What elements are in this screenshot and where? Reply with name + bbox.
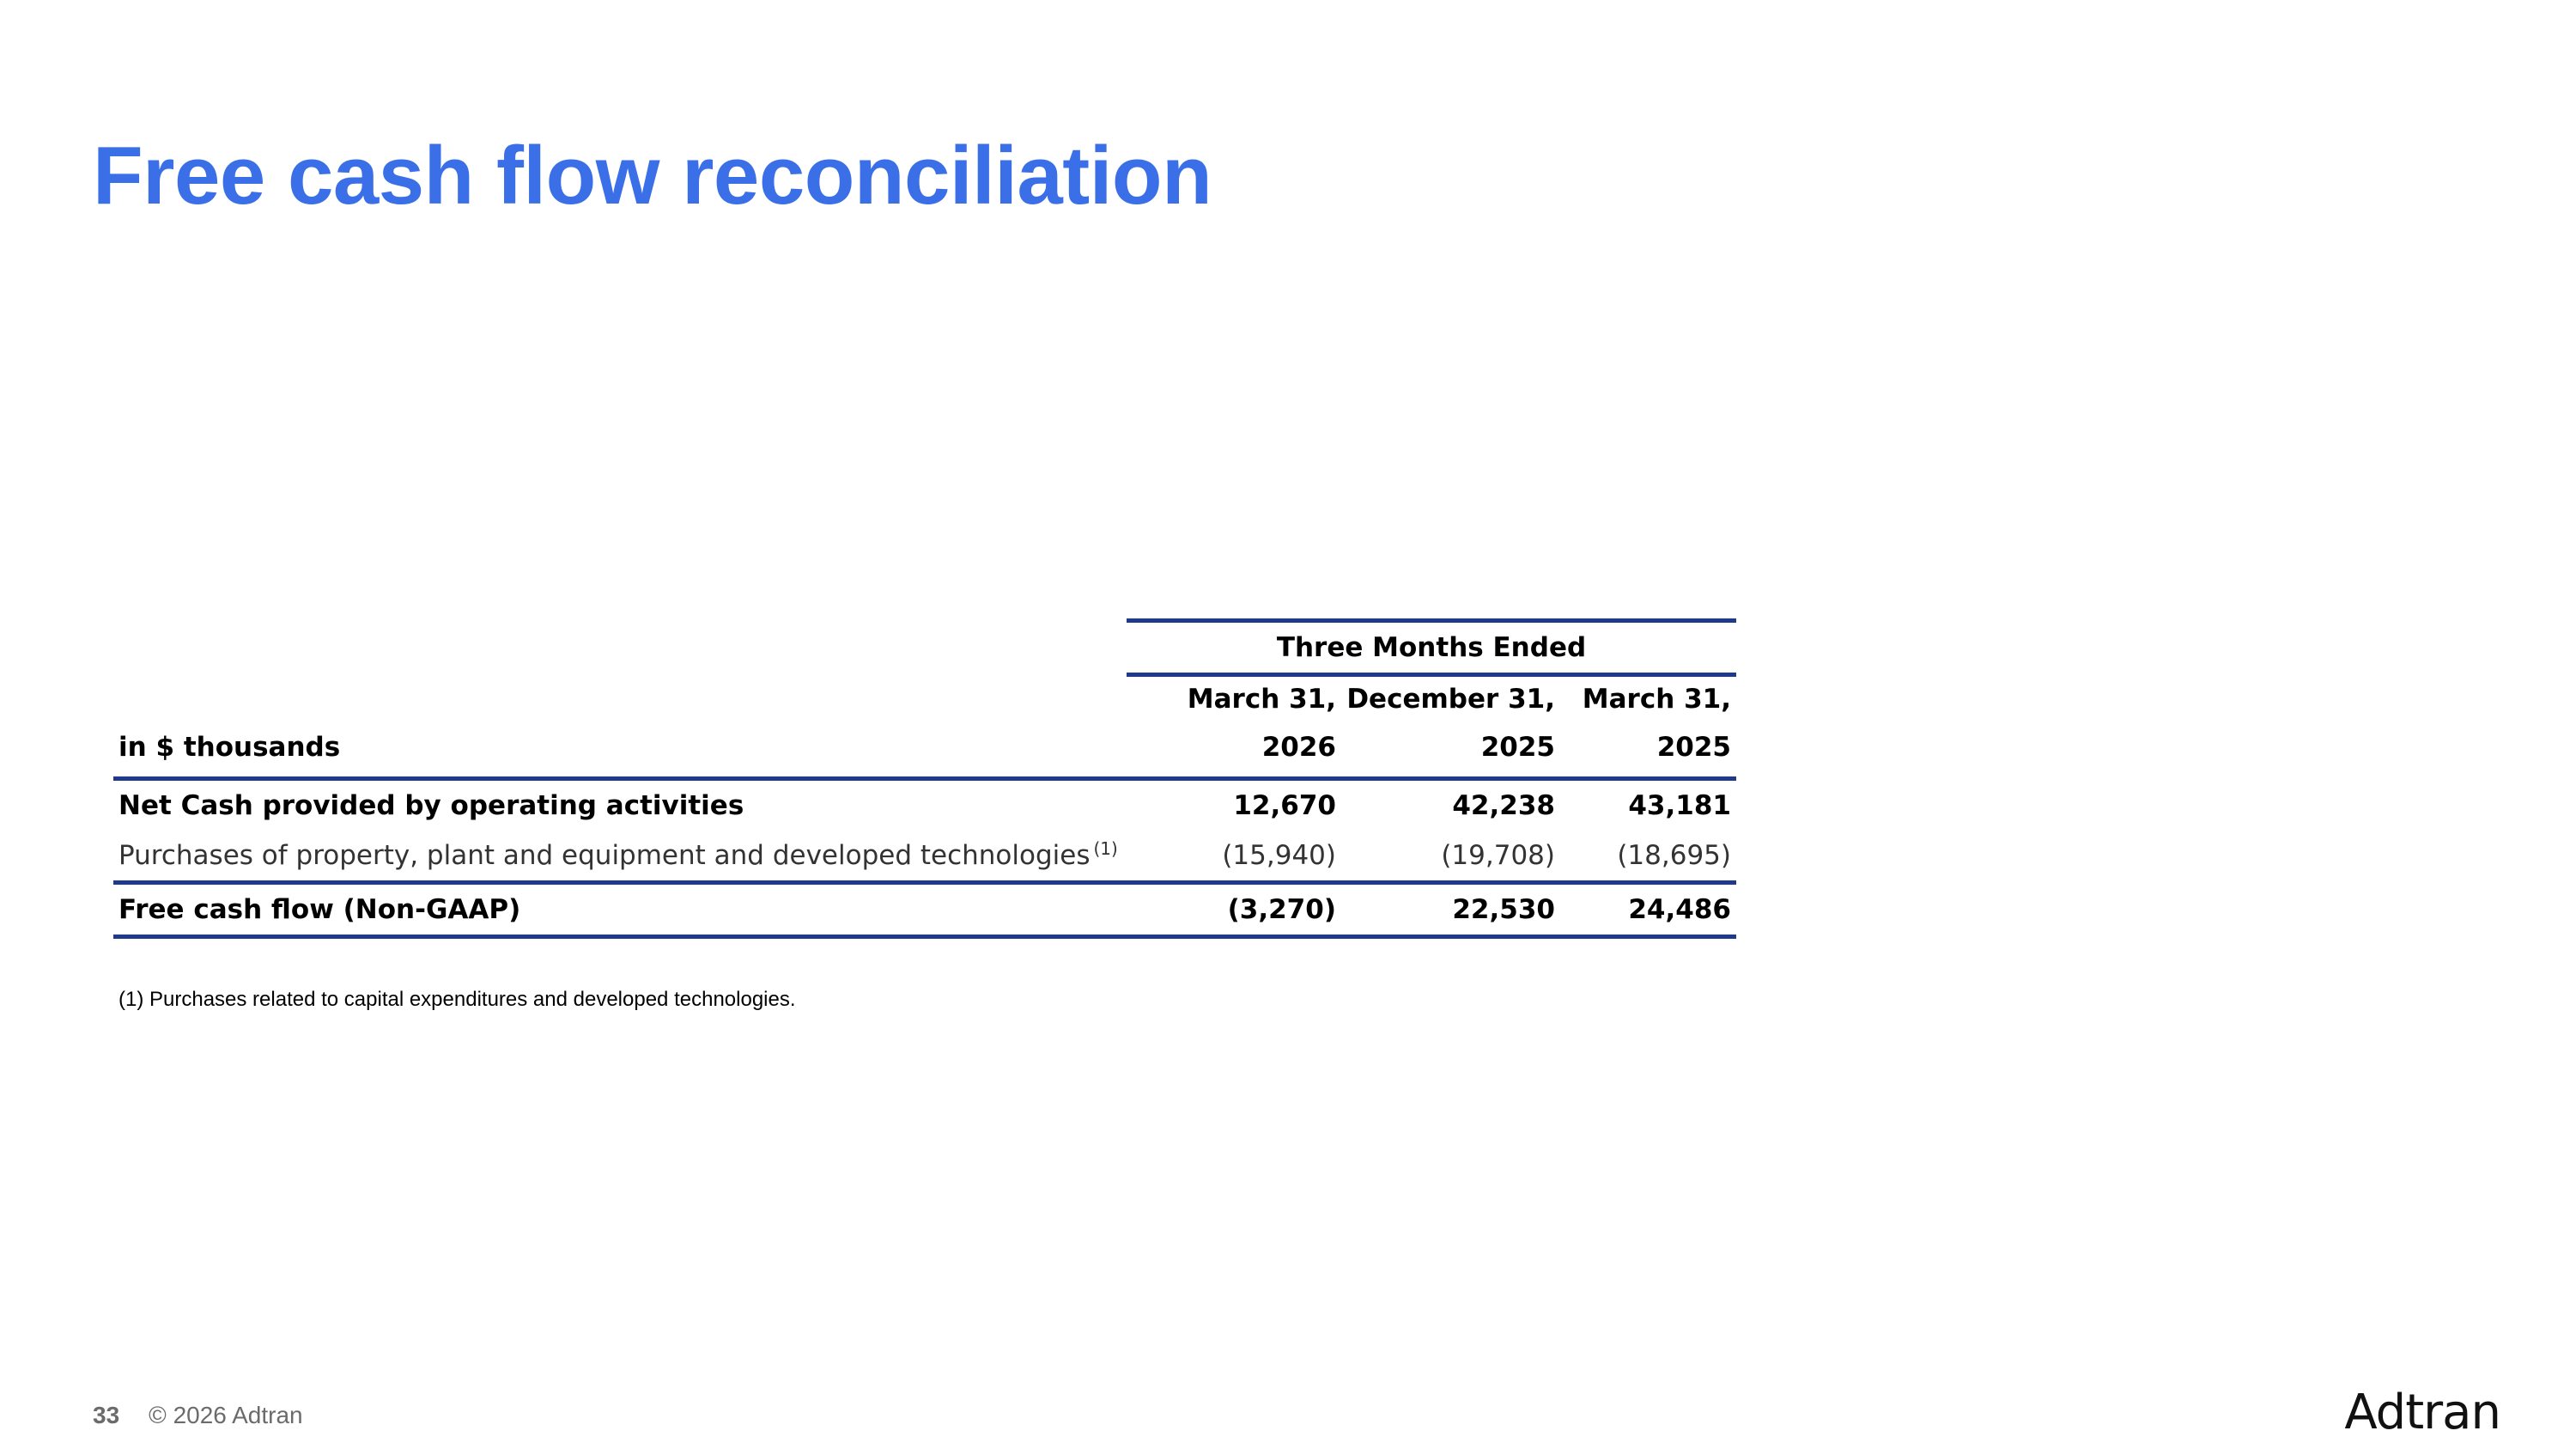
row-value: (15,940) [1222,840,1336,871]
row-value: (19,708) [1441,840,1555,871]
column-header-3-line1: March 31, [1582,684,1731,715]
column-header-1-line2: 2026 [1261,732,1336,763]
row-value: 22,530 [1341,883,1560,937]
footnote: (1) Purchases related to capital expenditures and developed technologies. [118,988,796,1011]
row-value: (18,695) [1617,840,1731,871]
row-value: 12,670 [1127,779,1341,831]
page-number: 33 [93,1402,120,1428]
table-row [113,831,1736,883]
adtran-logo: Adtran [2344,1385,2500,1440]
row-label: Purchases of property, plant and equipment and developed technologies [118,840,1091,871]
unit-label: in $ thousands [118,732,341,763]
table-row [113,779,1736,831]
table-group-header-row [113,621,1736,675]
free-cash-flow-table [113,618,1736,939]
table-row-total [113,883,1736,937]
row-value: 43,181 [1560,779,1736,831]
row-value: 24,486 [1560,883,1736,937]
column-header-row-2 [113,721,1736,779]
row-label: Free cash flow (Non-GAAP) [113,883,1127,937]
column-header-1-line1: March 31, [1187,684,1336,715]
column-header-2-line2: 2025 [1480,732,1555,763]
group-header: Three Months Ended [1127,621,1736,675]
column-header-3-line2: 2025 [1656,732,1731,763]
column-header-row-1 [113,675,1736,722]
footnote-marker: (1) [1093,837,1118,859]
copyright: © 2026 Adtran [149,1402,303,1428]
slide-title: Free cash flow reconciliation [93,130,1212,222]
row-value: (3,270) [1127,883,1341,937]
column-header-2-line1: December 31, [1346,684,1555,715]
slide-footer [93,1402,303,1429]
row-label-cell [113,831,1127,883]
row-label: Net Cash provided by operating activities [113,779,1127,831]
row-value: 42,238 [1341,779,1560,831]
